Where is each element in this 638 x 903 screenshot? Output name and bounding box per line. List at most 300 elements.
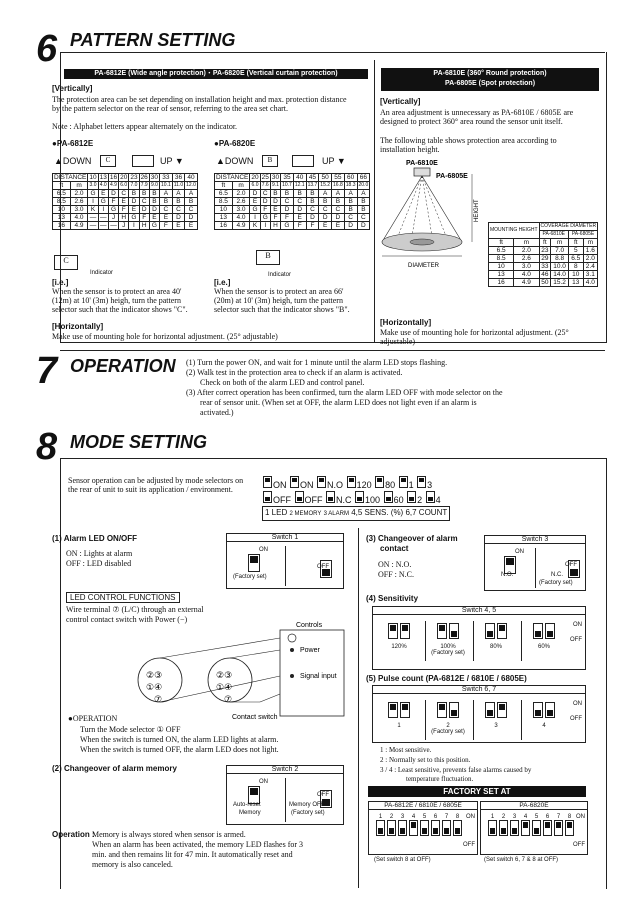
switch-2-on-label: ON [259,779,268,785]
pattern-cell: B [149,190,159,198]
right-bar-line-1: PA-6810E (360° Round protection) [433,70,547,77]
pattern-cell: — [89,222,97,229]
option-cell [425,700,470,740]
factory-b-header: PA-6820E [481,802,587,810]
cone-diagram [376,156,488,276]
pattern-cell: D [281,206,294,214]
pattern-cell: J [108,214,118,222]
switch-number: 2 [501,814,506,820]
right-models-bar [381,68,599,91]
cov-header-row [489,223,598,231]
m2-up-label: UP ▼ [322,156,346,166]
contact-switch-label: Contact switch [232,714,278,720]
distance-m-cell: 6.0 [120,182,128,188]
memory-text-2: When an alarm has been activated, the memory LED flashes for 3 [92,840,304,849]
sw5-icon-a [375,476,384,488]
cov-6810-header: PA-6810E [539,231,569,239]
cov-row [489,263,598,271]
switch-3-header: Switch 3 [485,536,585,544]
switch-3-panel [484,535,586,591]
cov-6805-header: PA-6805E [569,231,598,239]
pattern-cell: D [149,206,159,214]
dip-switch-icon [545,623,555,639]
cov-cell: 15.2 [551,279,569,287]
table-row [53,214,198,222]
sw5-icon-b [384,491,393,503]
m-unit: m [70,182,88,190]
switch-2-factory: (Factory set) [291,810,325,816]
alarm-led-on-text: ON : Lights at alarm [66,549,133,558]
distance-m-cell: 4.0 [99,182,107,188]
cov-cell: 7.0 [551,247,569,255]
sw6-icon-a [399,476,408,488]
pattern-cell: D [344,222,357,230]
m2-indicator-label: Indicator [268,272,292,278]
cov-cell: 2.0 [514,247,539,255]
factory-caption-a: (Set switch 8 at OFF) [374,857,431,863]
cov-row [489,247,598,255]
factory-set-bar: FACTORY SET AT [368,786,586,797]
cov-cell: 2.6 [514,255,539,263]
m2-indicator-letter: B [265,251,271,260]
m2-area-table [214,173,370,230]
pattern-cell: I [98,206,108,214]
dip-switch-icon [510,820,519,836]
dip-switch-icon [565,820,574,836]
cov-cell: 29 [539,255,551,263]
cov-unit: ft [539,239,551,247]
pattern-cell: C [172,206,184,214]
switch-number: 6 [545,814,550,820]
distance-ft-cell: 40 [293,174,306,182]
distance-m-cell: 9.0 [150,182,158,188]
switch-number: 3 [400,814,405,820]
switch-2-memory: Memory [239,810,261,816]
factory-on-label: ON [576,814,585,820]
contact-heading-2: contact [380,544,409,553]
switch-67-header: Switch 6, 7 [373,686,585,694]
height-cell: 3.0 [70,206,88,214]
option-label: 2 [446,723,450,729]
distance-m-cell: 10.7 [282,182,292,188]
pattern-cell: B [344,206,357,214]
led-control-text-2: control contact switch with Power (−) [66,615,188,624]
cov-cell: 1.6 [583,247,598,255]
dip-switch-icon [388,623,398,639]
height-cell: 4.0 [70,214,88,222]
pattern-cell: A [319,190,332,198]
signal-label: Signal input [300,673,337,680]
switch-number: 7 [444,814,449,820]
distance-m-cell: 15.2 [320,182,331,188]
pattern-cell: F [108,198,118,206]
pattern-cell: — [89,214,97,221]
operation-bullet: ●OPERATION [68,714,118,723]
led-control-heading: LED CONTROL FUNCTIONS [66,592,180,603]
pattern-cell: E [119,198,129,206]
model-pa6820e-label: ●PA-6820E [214,139,256,148]
pattern-cell: D [108,190,118,198]
option-label: 3 [494,723,498,729]
table-row [53,198,198,206]
m1-indicator-label: Indicator [90,270,114,276]
pattern-cell: G [129,214,139,222]
switch-3-factory: (Factory set) [539,580,573,586]
distance-ft-cell: 23 [130,174,138,181]
operation-line-3: When the switch is turned OFF, the alarm LED does not light. [80,745,279,754]
led-control-text-1: Wire terminal ⑦ (L/C) through an external [66,605,204,614]
option-label: 4 [542,723,546,729]
right-bar-line-2: PA-6805E (Spot protection) [444,80,536,87]
dip-switch-icon [554,820,563,836]
option-cell [377,700,421,740]
dip-switch-icon [437,623,447,639]
pattern-cell: D [319,214,332,222]
distance-ft-cell: 40 [185,174,198,182]
switch-number: 7 [556,814,561,820]
pattern-cell: D [172,214,184,222]
pattern-cell: G [149,222,159,230]
cov-row [489,271,598,279]
dip-switch-icon [387,820,396,836]
pattern-cell: B [293,190,306,198]
option-factory-set: (Factory set) [431,729,465,735]
switch-67-panel [372,685,586,743]
table-unit-row [53,182,198,190]
diagram-diameter-label: DIAMETER [408,263,440,269]
alarm-led-heading: (1) Alarm LED ON/OFF [52,534,138,543]
cov-cell: 4.0 [583,279,598,287]
pattern-cell: F [270,214,280,222]
dip-switch-icon [398,820,407,836]
option-cell [425,621,470,661]
svg-text:⑦: ⑦ [154,695,163,705]
pattern-cell: H [139,222,149,230]
m1-selector-box: C [100,155,116,167]
pattern-cell: C [293,198,306,206]
switch-number: 8 [567,814,572,820]
pattern-cell: — [110,222,117,229]
distance-ft-cell: 16 [109,174,118,181]
distance-m-cell: 16.8 [333,182,343,188]
height-cell: 10 [215,206,233,214]
dip-switch-icon [442,820,451,836]
panel-off-label: OFF [570,716,582,722]
pattern-cell: G [250,206,260,214]
height-cell: 2.6 [232,198,250,206]
pattern-cell: F [160,222,173,230]
wiring-diagram [130,620,350,720]
height-cell: 13 [53,214,71,222]
cov-cell: 5 [569,247,584,255]
vertically-text-left: The protection area can be set depending on installation height and max. protection distance by the pattern selector on the rear of sensor, referring to the area set chart. [52,95,347,113]
option-cell [473,700,518,740]
cov-cell: 6.5 [489,247,514,255]
sw3-icon-off [326,491,335,503]
horizontally-heading-right: [Horizontally] [380,318,432,327]
switch-number: 6 [433,814,438,820]
section-6-title: PATTERN SETTING [70,30,236,50]
pattern-cell: H [270,222,280,230]
mode-intro: Sensor operation can be adjusted by mode selectors on the rear of unit to suit its application / environment. [68,476,244,494]
sw2-icon-off [295,491,304,503]
operation-line-1: Turn the Mode selector ① OFF [80,725,181,734]
switch-45-header: Switch 4, 5 [373,607,585,615]
distance-m-cell: 10.1 [161,182,171,188]
option-label: 100% [440,644,456,650]
table-row [215,214,370,222]
pattern-cell: B [149,198,159,206]
pattern-cell: C [260,190,270,198]
sw2-icon-on [290,476,299,488]
switch-number: 8 [455,814,460,820]
pattern-cell: B [357,198,370,206]
height-cell: 6.5 [215,190,233,198]
pattern-cell: C [139,198,149,206]
vertically-note: Note : Alphabet letters appear alternately on the indicator. [52,122,238,131]
pattern-cell: B [332,198,345,206]
pattern-cell: K [88,206,98,214]
vertically-heading-right: [Vertically] [380,97,421,106]
horizontally-heading-left: [Horizontally] [52,322,104,331]
distance-ft-cell: 35 [281,174,294,182]
switch-1-panel [226,533,344,589]
table-header-row [53,174,198,182]
distance-ft-cell: 33 [160,174,173,182]
pattern-cell: A [160,190,173,198]
pattern-cell: D [306,214,319,222]
cov-cell: 33 [539,263,551,271]
power-label: Power [300,647,320,654]
pattern-cell: F [293,222,306,230]
dip-switch-icon [485,623,495,639]
section-8-divider [358,528,359,888]
cov-cell: 13 [569,279,584,287]
dip-switch-icon [400,623,410,639]
pulse-note-1: 1 : Most sensitive. [380,746,432,754]
distance-label: DISTANCE [54,174,87,181]
pattern-cell: B [357,206,370,214]
distance-ft-cell: 60 [344,174,357,182]
table-row [215,222,370,230]
memory-text-4: memory is also canceled. [92,860,173,869]
switch-number: 5 [534,814,539,820]
pattern-cell: I [260,222,270,230]
distance-ft-cell: 50 [319,174,332,182]
contact-no-text: ON : N.O. [378,560,412,569]
m1-indicator-box [54,255,78,270]
pattern-cell: H [119,214,129,222]
option-label: 120% [391,644,407,650]
operation-step-3c: activated.) [200,408,234,417]
cov-diameter-header: COVERAGE DIAMETER [540,223,597,229]
dip-switch-icon [533,702,543,718]
cov-unit-row [489,239,598,247]
pattern-cell: I [88,198,98,206]
table-row [53,206,198,214]
coverage-table-wrap [488,222,598,287]
section-7-number: 7 [36,350,58,392]
pattern-cell: F [139,214,149,222]
dip-switch-icon [499,820,508,836]
option-cell [473,621,518,661]
pulse-note-3: 3 / 4 : Least sensitive, prevents false alarms caused by [380,766,532,774]
cov-cell: 8.8 [551,255,569,263]
pattern-cell: C [319,206,332,214]
pattern-cell: J [119,222,129,230]
pattern-cell: D [250,190,260,198]
distance-m-cell: 6.0 [251,182,259,188]
pattern-cell: G [98,198,108,206]
section-7-title: OPERATION [70,356,176,376]
pattern-cell: B [344,198,357,206]
cov-unit: m [514,239,539,247]
distance-m-cell: 9.1 [272,182,279,188]
height-cell: 8.5 [53,198,71,206]
pattern-cell: G [88,190,98,198]
vertically-text-right: An area adjustment is unnecessary as PA-6810E / 6805E are designed to protect 360° area round the sensor unit itself. [380,108,574,126]
m2-ie-label: [i.e.] [214,278,231,287]
pattern-cell: A [332,190,345,198]
sw1-icon-off [263,491,272,503]
cov-cell: 13 [489,271,514,279]
memory-text-3: min. and then remains lit for 47 min. It automatically reset and [92,850,293,859]
dip-switch-icon [543,820,552,836]
section-6-number: 6 [36,28,58,70]
distance-m-cell: 18.3 [345,182,356,188]
cov-cell: 46 [539,271,551,279]
factory-a-header: PA-6812E / 6810E / 6805E [369,802,477,810]
pattern-cell: A [357,190,370,198]
distance-m-cell: 12.1 [294,182,305,188]
operation-step-3b: rear of sensor unit. (When set at OFF, the alarm LED does not light even if an alarm is [200,398,477,407]
switch-2-memory-off: Memory OFF [289,802,325,808]
dip-switch-icon [545,702,555,718]
distance-ft-cell: 55 [332,174,345,182]
pattern-cell: B [129,190,139,198]
m2-selector-slot [292,155,314,167]
distance-m-cell: 20.0 [358,182,369,188]
pattern-cell: B [281,190,294,198]
dip-switch-icon [488,820,497,836]
m1-ie-text: When the sensor is to protect an area 40' (12m) at 10' (3m) heigh, turn the pattern selector such that the indicator shows "C". [52,287,188,314]
option-label: 60% [537,644,550,650]
cov-cell: 50 [539,279,551,287]
switch-3-no-label: N.O. [501,572,514,578]
cov-cell: 3.0 [514,263,539,271]
cov-cell: 2.4 [583,263,598,271]
svg-text:⑦: ⑦ [224,695,233,705]
switch-number: 3 [512,814,517,820]
distance-ft-cell: 30 [271,174,280,181]
pattern-cell: D [260,198,270,206]
distance-m-cell: 12.0 [186,182,196,188]
pattern-cell: F [260,206,270,214]
pattern-cell: K [250,222,260,230]
switch-2-auto-reset: Auto-reset [233,802,261,808]
ft-unit: ft [215,182,233,190]
switch-1-header: Switch 1 [227,534,343,542]
pattern-cell: B [319,198,332,206]
operation-line-2: When the switch is turned ON, the alarm LED lights at alarm. [80,735,279,744]
dip-switch-icon [420,820,429,836]
dip-switch-icon [449,702,459,718]
distance-m-cell: 7.9 [140,182,148,188]
switch-3-on-label: ON [515,549,524,555]
m2-indicator-box [256,250,280,265]
pattern-cell: B [306,190,319,198]
dip-switch-icon [533,623,543,639]
m2-ie-text: When the sensor is to protect an area 66' (20m) at 10' (3m) heigh, turn the pattern selector such that the indicator shows "B". [214,287,350,314]
pattern-cell: E [270,206,280,214]
height-cell: 6.5 [53,190,71,198]
pattern-cell: B [306,198,319,206]
option-cell [377,621,421,661]
pattern-cell: F [306,222,319,230]
cov-cell: 10.0 [551,263,569,271]
table-row [215,190,370,198]
cov-cell: 14.0 [551,271,569,279]
panel-on-label: ON [573,701,582,707]
pattern-cell: G [108,206,118,214]
pattern-cell: D [270,198,280,206]
cov-cell: 10 [489,263,514,271]
switch-3-divider [535,548,536,588]
factory-on-label: ON [466,814,475,820]
pattern-cell: B [139,190,149,198]
distance-ft-cell: 20 [120,174,128,181]
cov-cell: 4.9 [514,279,539,287]
dip-switch-icon [388,702,398,718]
pattern-cell: C [344,214,357,222]
operation-step-2: (2) Walk test in the protection area to check if an alarm is activated. [186,368,403,377]
switch-1-factory: (Factory set) [233,574,267,580]
dip-switch-icon [532,820,541,836]
sw7-icon-b [426,491,435,503]
pattern-cell: E [319,222,332,230]
distance-ft-cell: 20 [251,174,259,181]
switch-number: 4 [411,814,416,820]
section-8-title: MODE SETTING [70,432,208,452]
ft-unit: ft [53,182,71,190]
memory-heading: (2) Changeover of alarm memory [52,764,177,773]
cov-unit: m [583,239,598,247]
mode-summary [262,476,450,521]
contact-nc-text: OFF : N.C. [378,570,415,579]
controls-label: Controls [296,622,323,629]
sw3-icon-on [317,476,326,488]
distance-m-cell: 7.0 [130,182,138,188]
table-header-row [215,174,370,182]
distance-ft-cell: 10 [89,174,97,181]
pattern-cell: E [185,222,198,230]
pattern-cell: E [250,198,260,206]
distance-ft-cell: 26 [140,174,148,181]
pattern-cell: D [293,206,306,214]
switch-number: 1 [378,814,383,820]
pattern-cell: E [332,222,345,230]
sw4-icon-b [355,491,364,503]
sw1-icon-on [263,476,272,488]
factory-panel-a [368,801,478,855]
section-8-number: 8 [36,426,58,468]
switch-2-panel [226,765,344,825]
dip-switch-icon [485,702,495,718]
height-cell: 2.0 [70,190,88,198]
distance-m-cell: 3.0 [89,182,97,188]
pattern-cell: E [129,206,139,214]
pattern-cell: B [185,198,198,206]
